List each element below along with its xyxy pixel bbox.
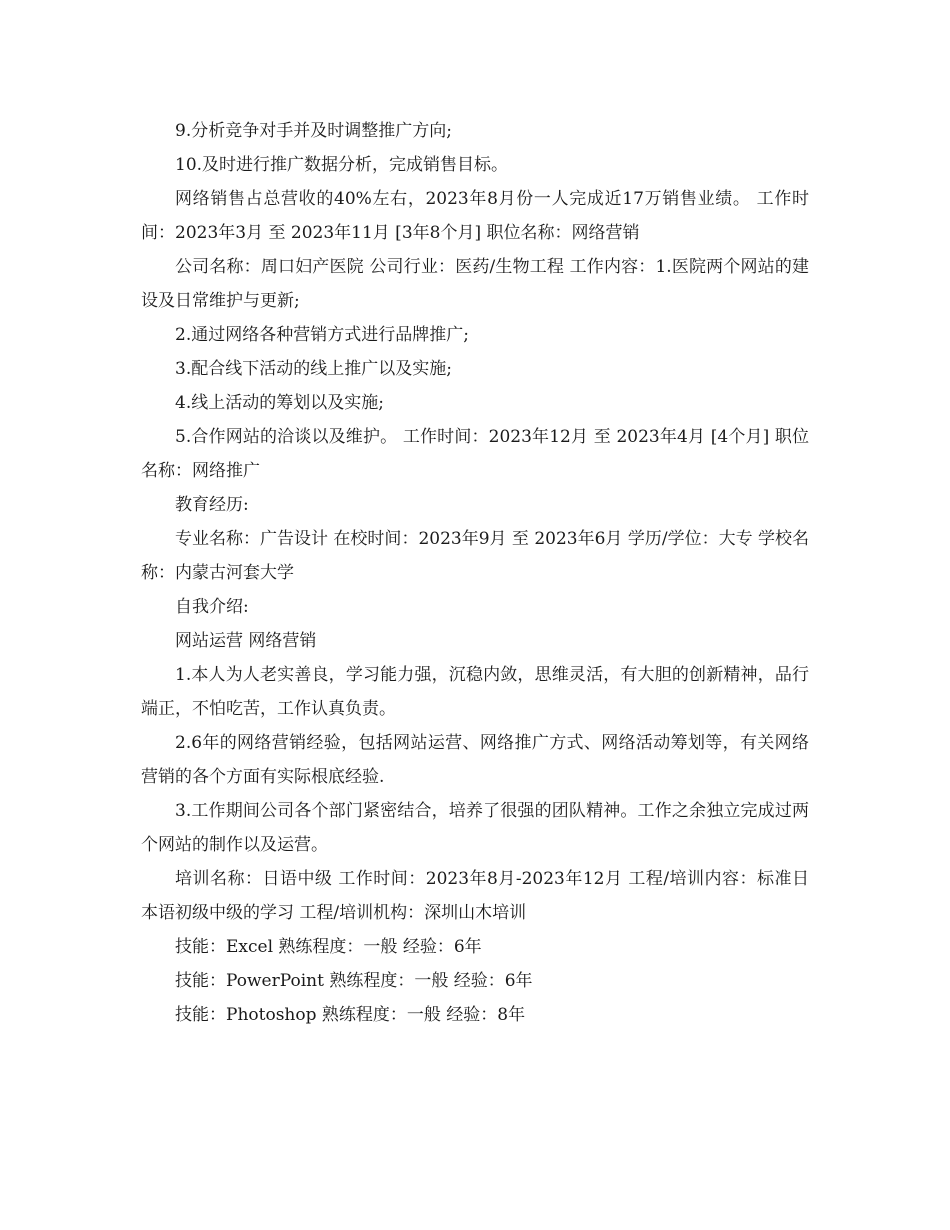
paragraph-education-heading: 教育经历:: [175, 495, 249, 515]
paragraph-education-detail: 专业名称：广告设计 在校时间：2023年9月 至 2023年6月 学历/学位：大专 学校名称：内蒙古河套大学: [141, 529, 809, 583]
paragraph-skill-powerpoint: 技能：PowerPoint 熟练程度：一般 经验：6年: [175, 971, 533, 991]
paragraph-sales-performance: 网络销售占总营收的40%左右，2023年8月份一人完成近17万销售业绩。 工作时间：2023年3月 至 2023年11月 [3年8个月] 职位名称：网络营销: [141, 189, 809, 243]
paragraph-self-intro-heading: 自我介绍:: [175, 597, 249, 617]
paragraph-training: 培训名称：日语中级 工作时间：2023年8月-2023年12月 工程/培训内容：标准日本语初级中级的学习 工程/培训机构：深圳山木培训: [141, 869, 809, 923]
paragraph-self-intro-keywords: 网站运营 网络营销: [175, 631, 317, 651]
paragraph-self-intro-2: 2.6年的网络营销经验，包括网站运营、网络推广方式、网络活动筹划等，有关网络营销的各个方面有实际根底经验.: [141, 733, 809, 787]
paragraph-self-intro-3: 3.工作期间公司各个部门紧密结合，培养了很强的团队精神。工作之余独立完成过两个网站的制作以及运营。: [141, 801, 809, 855]
paragraph-skill-photoshop: 技能：Photoshop 熟练程度：一般 经验：8年: [175, 1005, 526, 1025]
paragraph-competitor-analysis: 9.分析竞争对手并及时调整推广方向;: [175, 121, 452, 141]
paragraph-online-activity: 4.线上活动的筹划以及实施;: [175, 393, 384, 413]
paragraph-self-intro-1: 1.本人为人老实善良，学习能力强，沉稳内敛，思维灵活，有大胆的创新精神，品行端正，不怕吃苦，工作认真负责。: [141, 665, 809, 719]
paragraph-skill-excel: 技能：Excel 熟练程度：一般 经验：6年: [175, 937, 482, 957]
paragraph-company-info: 公司名称：周口妇产医院 公司行业：医药/生物工程 工作内容：1.医院两个网站的建设及日常维护与更新;: [141, 257, 809, 311]
paragraph-partner-sites: 5.合作网站的洽谈以及维护。 工作时间：2023年12月 至 2023年4月 [4个月] 职位名称：网络推广: [141, 427, 809, 481]
document-body: [141, 114, 809, 1032]
paragraph-data-analysis: 10.及时进行推广数据分析，完成销售目标。: [175, 155, 509, 175]
paragraph-brand-promotion: 2.通过网络各种营销方式进行品牌推广;: [175, 325, 469, 345]
paragraph-offline-activity: 3.配合线下活动的线上推广以及实施;: [175, 359, 452, 379]
